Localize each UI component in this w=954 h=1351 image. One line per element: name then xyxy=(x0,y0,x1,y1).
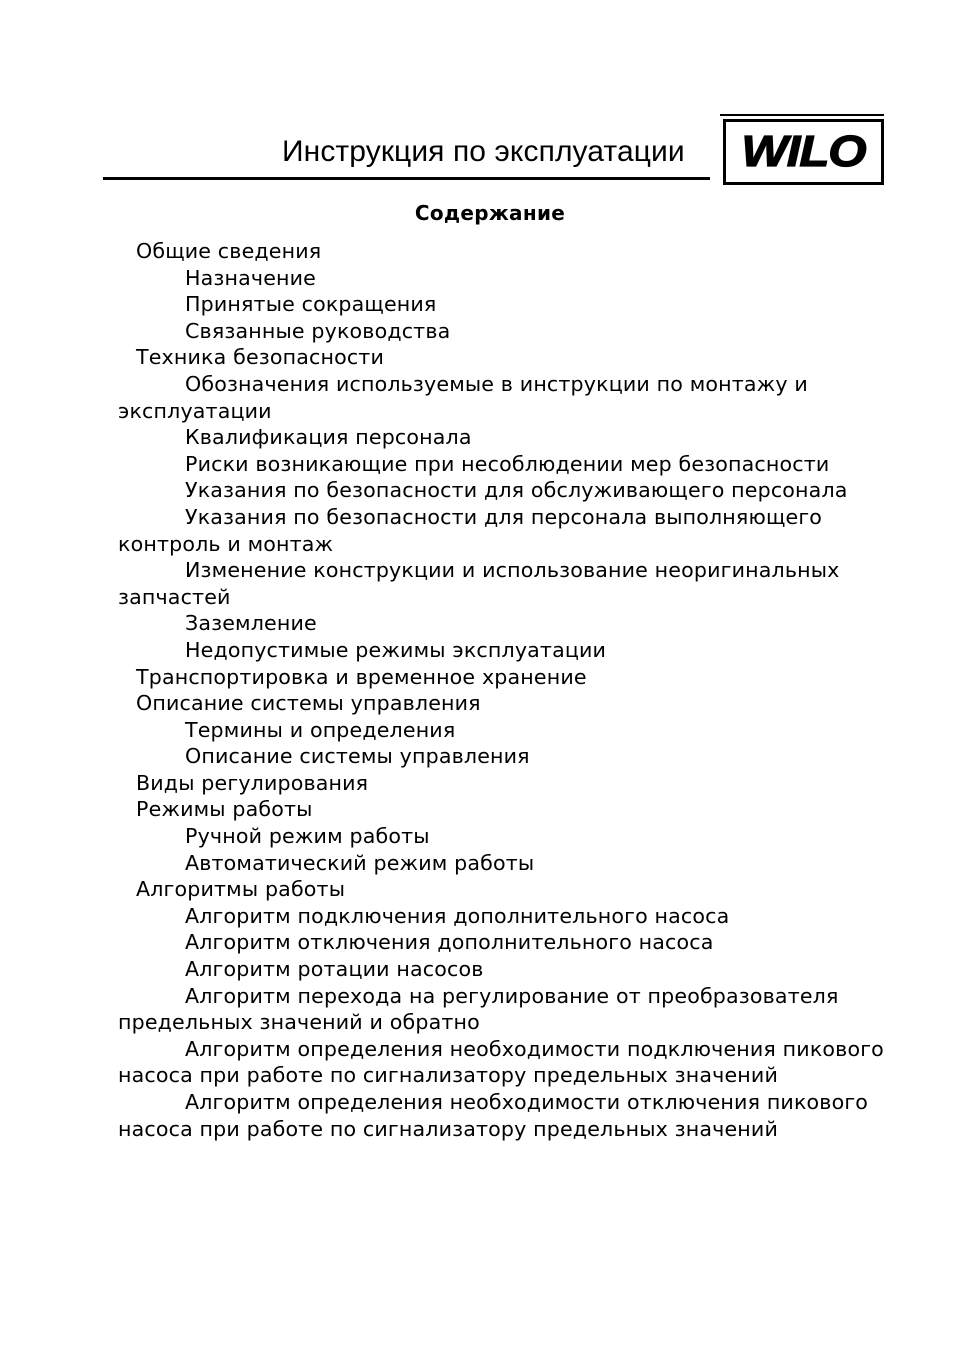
toc-item-safety: Техника безопасности xyxy=(136,345,384,370)
toc-item-modifications: Изменение конструкции и использование неоригинальных запчастей xyxy=(118,558,840,609)
toc-item-algo-pump-on: Алгоритм подключения дополнительного насоса xyxy=(185,903,730,928)
toc-item-algo-rotation: Алгоритм ротации насосов xyxy=(185,957,484,982)
toc-item-safety-symbols: Обозначения используемые в инструкции по монтажу и эксплуатации xyxy=(118,371,808,423)
toc-item-algo-peak-pump-on: Алгоритм определения необходимости подключения пикового насоса при работе по сигнализатору предельных значений xyxy=(118,1036,884,1088)
header-divider xyxy=(103,177,710,180)
toc-item-safety-installers: Указания по безопасности для персонала выполняющего контроль и монтаж xyxy=(118,504,823,556)
wilo-logo xyxy=(723,119,884,185)
toc-item-transport-storage: Транспортировка и временное хранение xyxy=(136,664,587,689)
toc-item-algorithms: Алгоритмы работы xyxy=(136,877,346,902)
toc-item-grounding: Заземление xyxy=(185,611,317,636)
toc-item-improper-operation: Недопустимые режимы эксплуатации xyxy=(185,637,607,662)
toc-item-algo-pump-off: Алгоритм отключения дополнительного насоса xyxy=(185,930,714,955)
toc-item-regulation-types: Виды регулирования xyxy=(136,770,369,795)
toc-item-operating-modes: Режимы работы xyxy=(136,797,313,822)
logo-top-rule xyxy=(720,114,884,116)
toc-item-control-system: Описание системы управления xyxy=(136,691,481,716)
toc-item-algo-switch-regulation: Алгоритм перехода на регулирование от преобразователя предельных значений и обратно xyxy=(118,983,839,1035)
wilo-logo-text: WILO xyxy=(741,127,866,176)
toc-item-safety-operators: Указания по безопасности для обслуживающего персонала xyxy=(185,478,848,503)
toc-item-risks: Риски возникающие при несоблюдении мер безопасности xyxy=(185,451,830,476)
toc-item-algo-peak-pump-off: Алгоритм определения необходимости отключения пикового насоса при работе по сигнализатору предельных значений xyxy=(118,1090,869,1141)
toc-item-related-manuals: Связанные руководства xyxy=(185,318,451,343)
table-of-contents xyxy=(118,238,908,1142)
toc-item-abbreviations: Принятые сокращения xyxy=(185,292,437,317)
toc-item-terms: Термины и определения xyxy=(185,717,456,742)
toc-item-manual-mode: Ручной режим работы xyxy=(185,824,430,849)
document-title: Инструкция по эксплуатации xyxy=(282,135,685,168)
toc-item-purpose: Назначение xyxy=(185,265,316,290)
toc-item-general-info: Общие сведения xyxy=(136,239,322,263)
toc-item-control-system-description: Описание системы управления xyxy=(185,744,530,769)
toc-item-automatic-mode: Автоматический режим работы xyxy=(185,850,535,875)
toc-item-personnel-qualification: Квалификация персонала xyxy=(185,425,472,450)
toc-heading: Содержание xyxy=(414,201,566,225)
